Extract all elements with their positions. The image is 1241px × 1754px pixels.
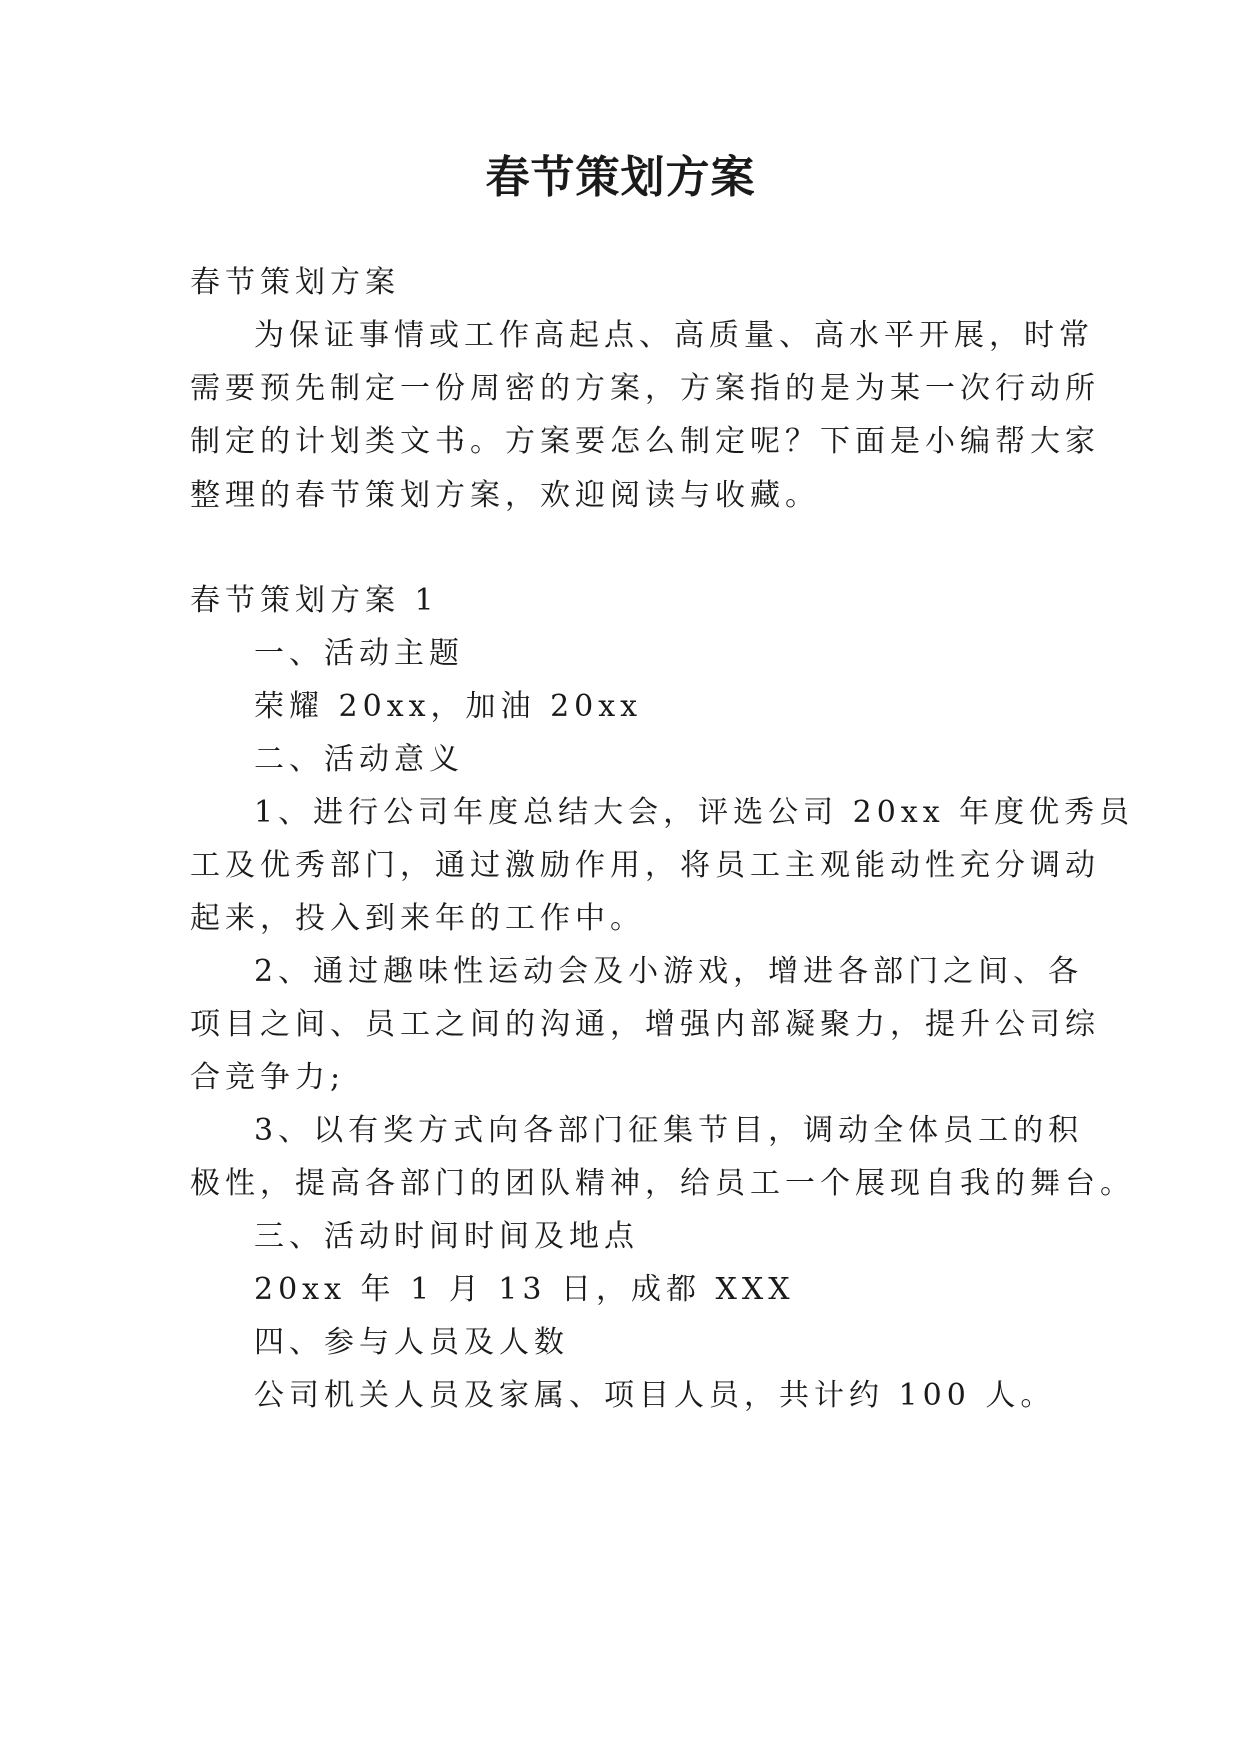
significance-3-line-1: 3、以有奖方式向各部门征集节目，调动全体员工的积	[254, 1113, 1084, 1148]
activity-theme-text: 荣耀 20xx，加油 20xx	[254, 689, 643, 724]
intro-line-4: 整理的春节策划方案，欢迎阅读与收藏。	[190, 478, 820, 513]
intro-line-2: 需要预先制定一份周密的方案，方案指的是为某一次行动所	[190, 371, 1100, 406]
heading-time-location: 三、活动时间时间及地点	[254, 1219, 639, 1254]
subtitle-line: 春节策划方案	[190, 265, 400, 300]
significance-1-line-1: 1、进行公司年度总结大会，评选公司 20xx 年度优秀员	[254, 795, 1135, 830]
significance-3-line-2: 极性，提高各部门的团队精神，给员工一个展现自我的舞台。	[190, 1166, 1135, 1201]
document-title: 春节策划方案	[485, 152, 756, 203]
section-heading: 春节策划方案 1	[190, 583, 439, 618]
heading-activity-theme: 一、活动主题	[254, 636, 464, 671]
time-location-text: 20xx 年 1 月 13 日，成都 XXX	[254, 1272, 795, 1307]
heading-activity-significance: 二、活动意义	[254, 742, 464, 777]
significance-1-line-3: 起来，投入到来年的工作中。	[190, 901, 645, 936]
significance-2-line-2: 项目之间、员工之间的沟通，增强内部凝聚力，提升公司综	[190, 1007, 1100, 1042]
heading-participants: 四、参与人员及人数	[254, 1325, 569, 1360]
significance-2-line-3: 合竞争力;	[190, 1060, 346, 1095]
intro-line-3: 制定的计划类文书。方案要怎么制定呢？下面是小编帮大家	[190, 424, 1100, 459]
significance-2-line-1: 2、通过趣味性运动会及小游戏，增进各部门之间、各	[254, 954, 1084, 989]
intro-line-1: 为保证事情或工作高起点、高质量、高水平开展，时常	[254, 318, 1094, 353]
significance-1-line-2: 工及优秀部门，通过激励作用，将员工主观能动性充分调动	[190, 848, 1100, 883]
participants-text: 公司机关人员及家属、项目人员，共计约 100 人。	[254, 1378, 1056, 1413]
